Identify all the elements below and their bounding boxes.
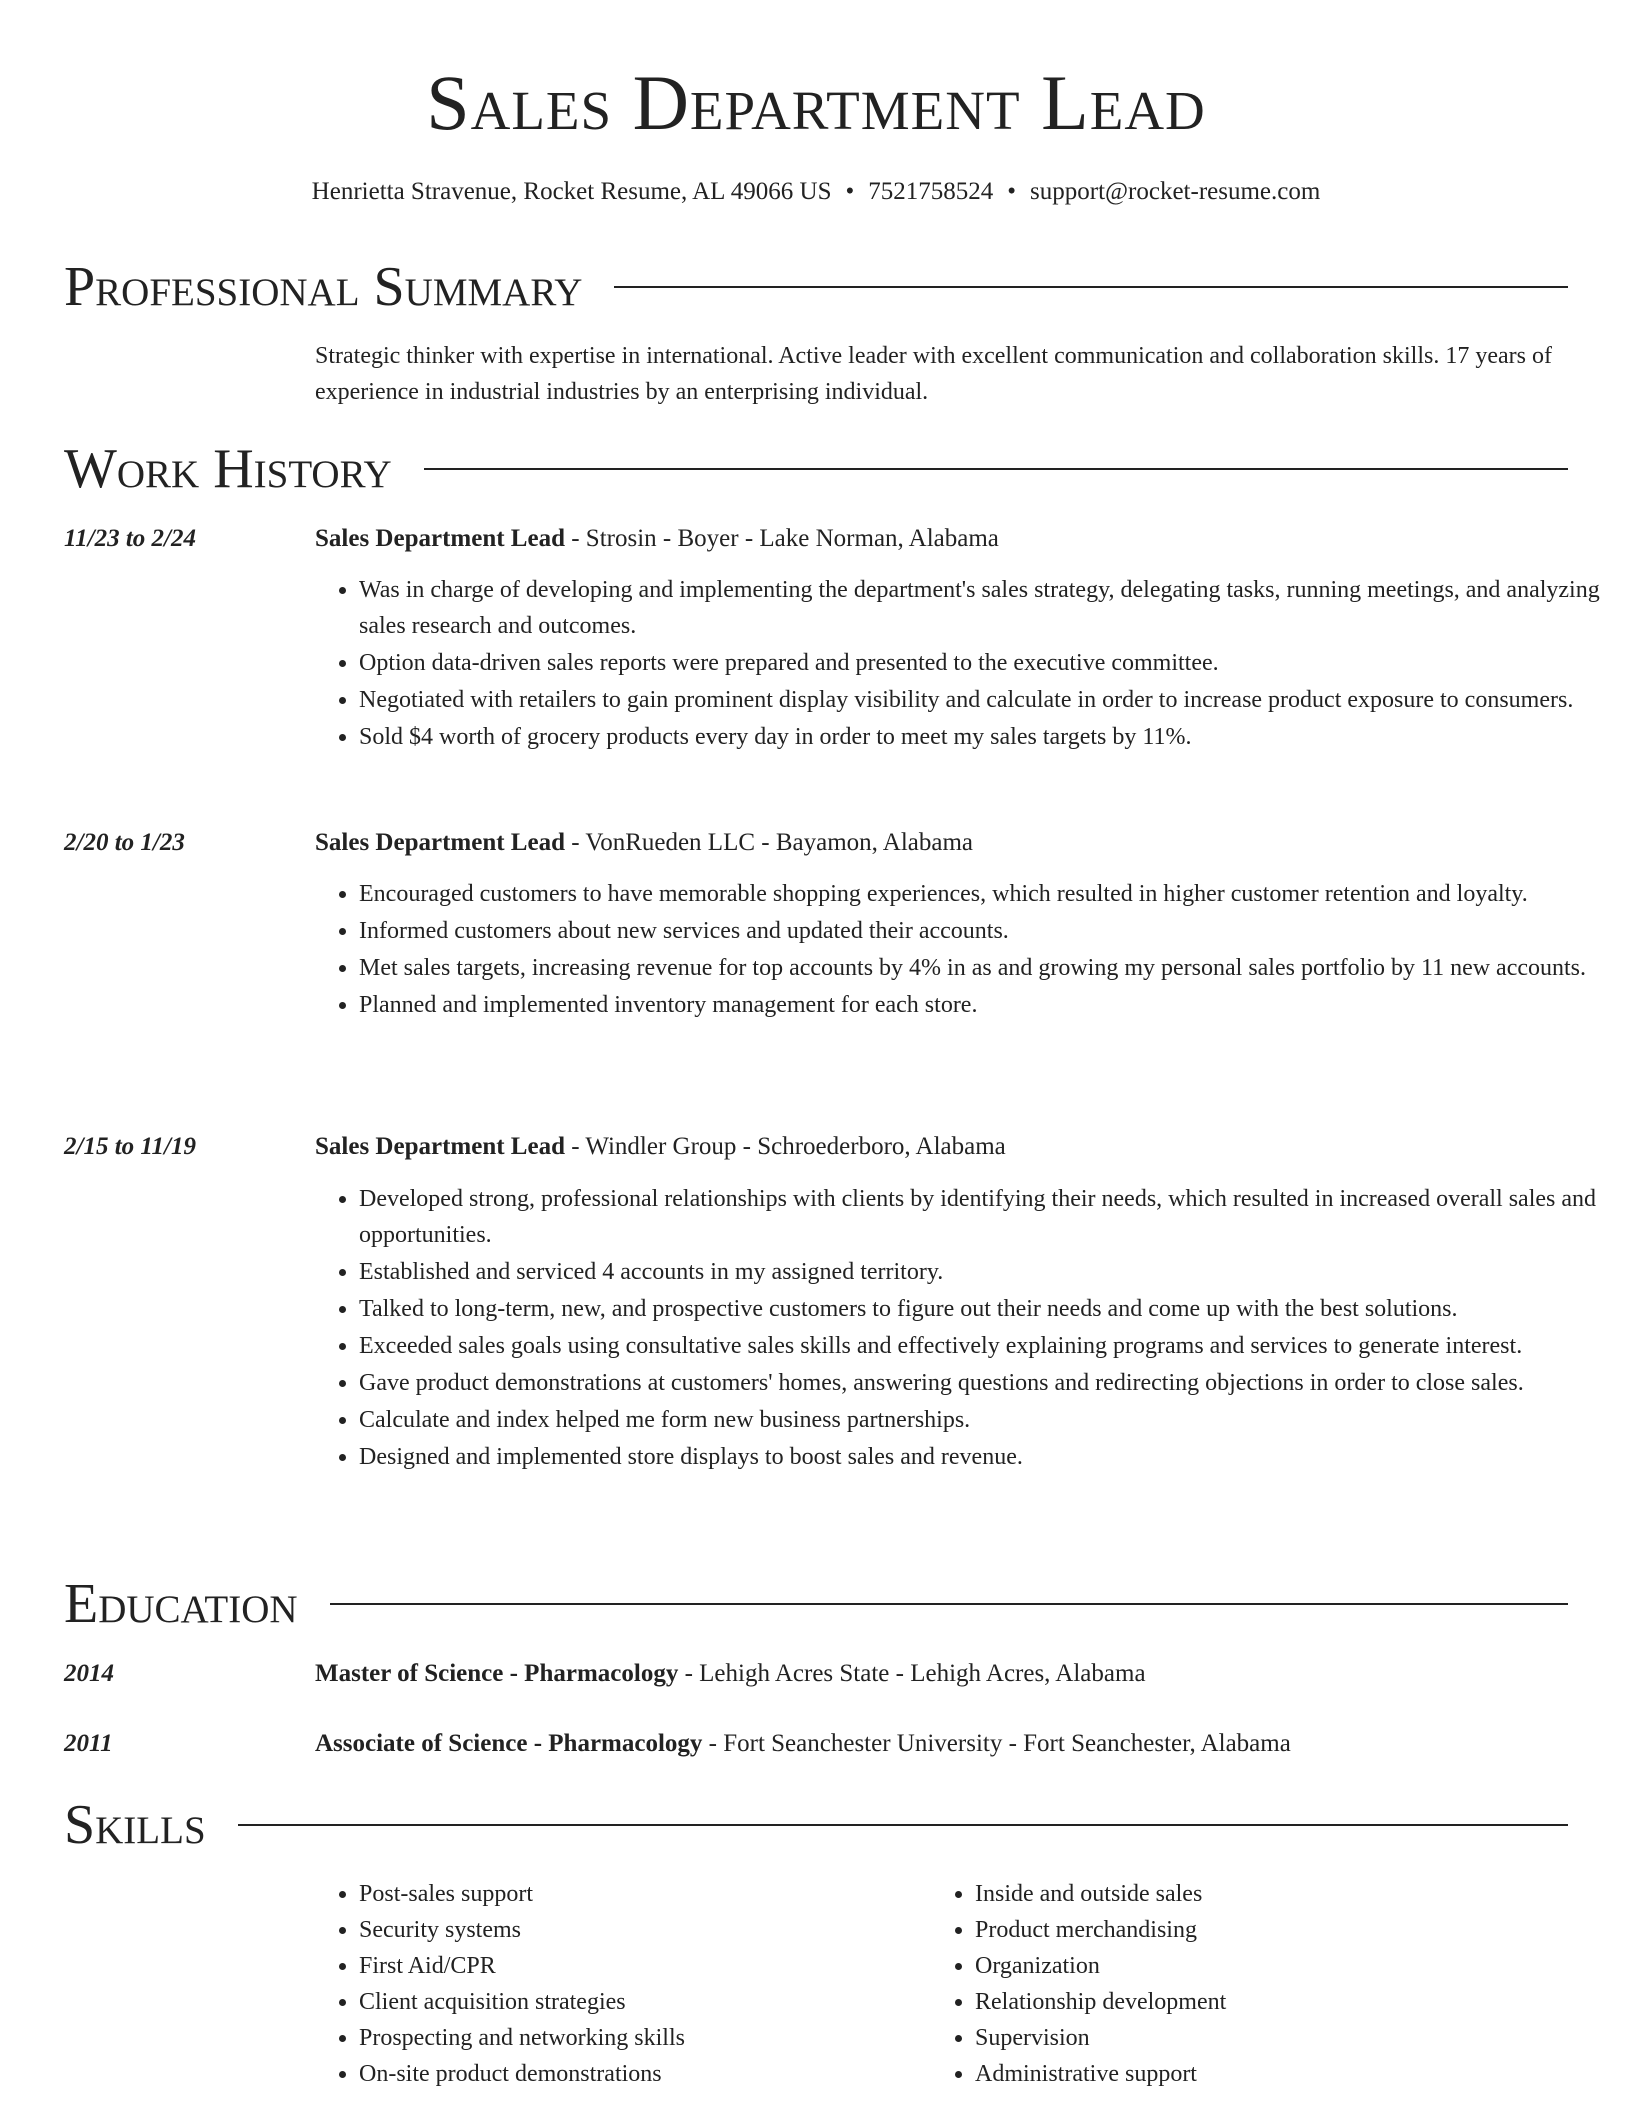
summary-text: Strategic thinker with expertise in international. Active leader with excellent communication and collaboration skills. 17 years of experience in industrial industries by an enterprising individual.	[315, 343, 1552, 405]
contact-address: Henrietta Stravenue, Rocket Resume, AL 49066 US	[311, 178, 832, 205]
job-bullet: • Was in charge of developing and implementing the department's sales strategy, delegating tasks, running meetings, and analyzing sales research and outcomes.	[359, 572, 1614, 644]
skill-item: • Product merchandising	[975, 1912, 1575, 1948]
job-bullet: • Designed and implemented store displays to boost sales and revenue.	[359, 1439, 1614, 1475]
skill-item: • First Aid/CPR	[359, 1948, 919, 1984]
job-bullet: • Option data-driven sales reports were prepared and presented to the executive committee.	[359, 645, 1614, 681]
job-bullet: • Encouraged customers to have memorable shopping experiences, which resulted in higher customer retention and loyalty.	[359, 876, 1614, 912]
job-bullet: • Talked to long-term, new, and prospective customers to figure out their needs and come up with the best solutions.	[359, 1291, 1614, 1327]
job-title-line	[315, 1130, 1568, 1164]
skill-item: • On-site product demonstrations	[359, 2056, 919, 2092]
education-degree: Master of Science - Pharmacology	[315, 1660, 679, 1687]
job-bullet: • Negotiated with retailers to gain prominent display visibility and calculate in order to increase product exposure to consumers.	[359, 682, 1614, 718]
job-dates: 11/23 to 2/24	[64, 525, 196, 552]
job-bullet: • Exceeded sales goals using consultative sales skills and effectively explaining programs and services to generate interest.	[359, 1328, 1614, 1364]
skill-item: • Administrative support	[975, 2056, 1575, 2092]
education-degree: Associate of Science - Pharmacology	[315, 1730, 703, 1757]
job-dates: 2/20 to 1/23	[64, 829, 185, 856]
job-bullets	[315, 876, 1614, 1024]
contact-phone: 7521758524	[868, 178, 994, 205]
education-year: 2011	[64, 1730, 113, 1757]
job-bullet: • Established and serviced 4 accounts in my assigned territory.	[359, 1254, 1614, 1290]
job-role: Sales Department Lead	[315, 1133, 565, 1160]
job-title-line	[315, 826, 1568, 860]
education-year: 2014	[64, 1660, 114, 1687]
skill-item: • Security systems	[359, 1912, 919, 1948]
contact-email: support@rocket-resume.com	[1030, 178, 1321, 205]
job-bullet: • Sold $4 worth of grocery products every day in order to meet my sales targets by 11%.	[359, 719, 1614, 755]
contact-separator: •	[845, 178, 855, 205]
section-divider	[424, 468, 1568, 470]
job-title-line	[315, 522, 1568, 556]
skills-list-left	[315, 1876, 919, 2092]
section-header-skills	[64, 1793, 1568, 1857]
job-bullet: • Informed customers about new services and updated their accounts.	[359, 913, 1614, 949]
section-header-work	[64, 437, 1568, 501]
education-title-line	[315, 1657, 1568, 1691]
job-details: - Windler Group - Schroederboro, Alabama	[564, 1133, 1006, 1160]
skills-list-right	[931, 1876, 1575, 2092]
education-details: - Fort Seanchester University - Fort Seanchester, Alabama	[702, 1730, 1291, 1757]
resume-name: Sales Department Lead	[426, 59, 1206, 146]
section-divider	[330, 1603, 1568, 1605]
section-header-summary	[64, 255, 1568, 319]
job-bullet: • Planned and implemented inventory management for each store.	[359, 987, 1614, 1023]
education-title-line	[315, 1727, 1568, 1761]
job-role: Sales Department Lead	[315, 829, 565, 856]
contact-line	[0, 176, 1632, 208]
contact-separator: •	[1007, 178, 1017, 205]
job-dates: 2/15 to 11/19	[64, 1133, 196, 1160]
skill-item: • Client acquisition strategies	[359, 1984, 919, 2020]
job-role: Sales Department Lead	[315, 525, 565, 552]
job-bullet: • Gave product demonstrations at customers' homes, answering questions and redirecting objections in order to close sales.	[359, 1365, 1614, 1401]
education-details: - Lehigh Acres State - Lehigh Acres, Alabama	[678, 1660, 1146, 1687]
section-title-work: Work History	[64, 438, 392, 500]
skill-item: • Inside and outside sales	[975, 1876, 1575, 1912]
job-details: - Strosin - Boyer - Lake Norman, Alabama	[564, 525, 999, 552]
section-header-education	[64, 1572, 1568, 1636]
skill-item: • Supervision	[975, 2020, 1575, 2056]
job-details: - VonRueden LLC - Bayamon, Alabama	[564, 829, 974, 856]
section-title-education: Education	[64, 1573, 298, 1635]
section-divider	[614, 286, 1568, 288]
section-divider	[238, 1824, 1568, 1826]
job-bullet: • Met sales targets, increasing revenue for top accounts by 4% in as and growing my personal sales portfolio by 11 new accounts.	[359, 950, 1614, 986]
skill-item: • Post-sales support	[359, 1876, 919, 1912]
skill-item: • Prospecting and networking skills	[359, 2020, 919, 2056]
skill-item: • Relationship development	[975, 1984, 1575, 2020]
section-title-summary: Professional Summary	[64, 256, 583, 318]
section-title-skills: Skills	[64, 1794, 206, 1856]
job-bullets	[315, 572, 1614, 756]
job-bullets	[315, 1181, 1614, 1476]
job-bullet: • Calculate and index helped me form new business partnerships.	[359, 1402, 1614, 1438]
skill-item: • Organization	[975, 1948, 1575, 1984]
job-bullet: • Developed strong, professional relationships with clients by identifying their needs, which resulted in increased overall sales and opportunities.	[359, 1181, 1614, 1253]
